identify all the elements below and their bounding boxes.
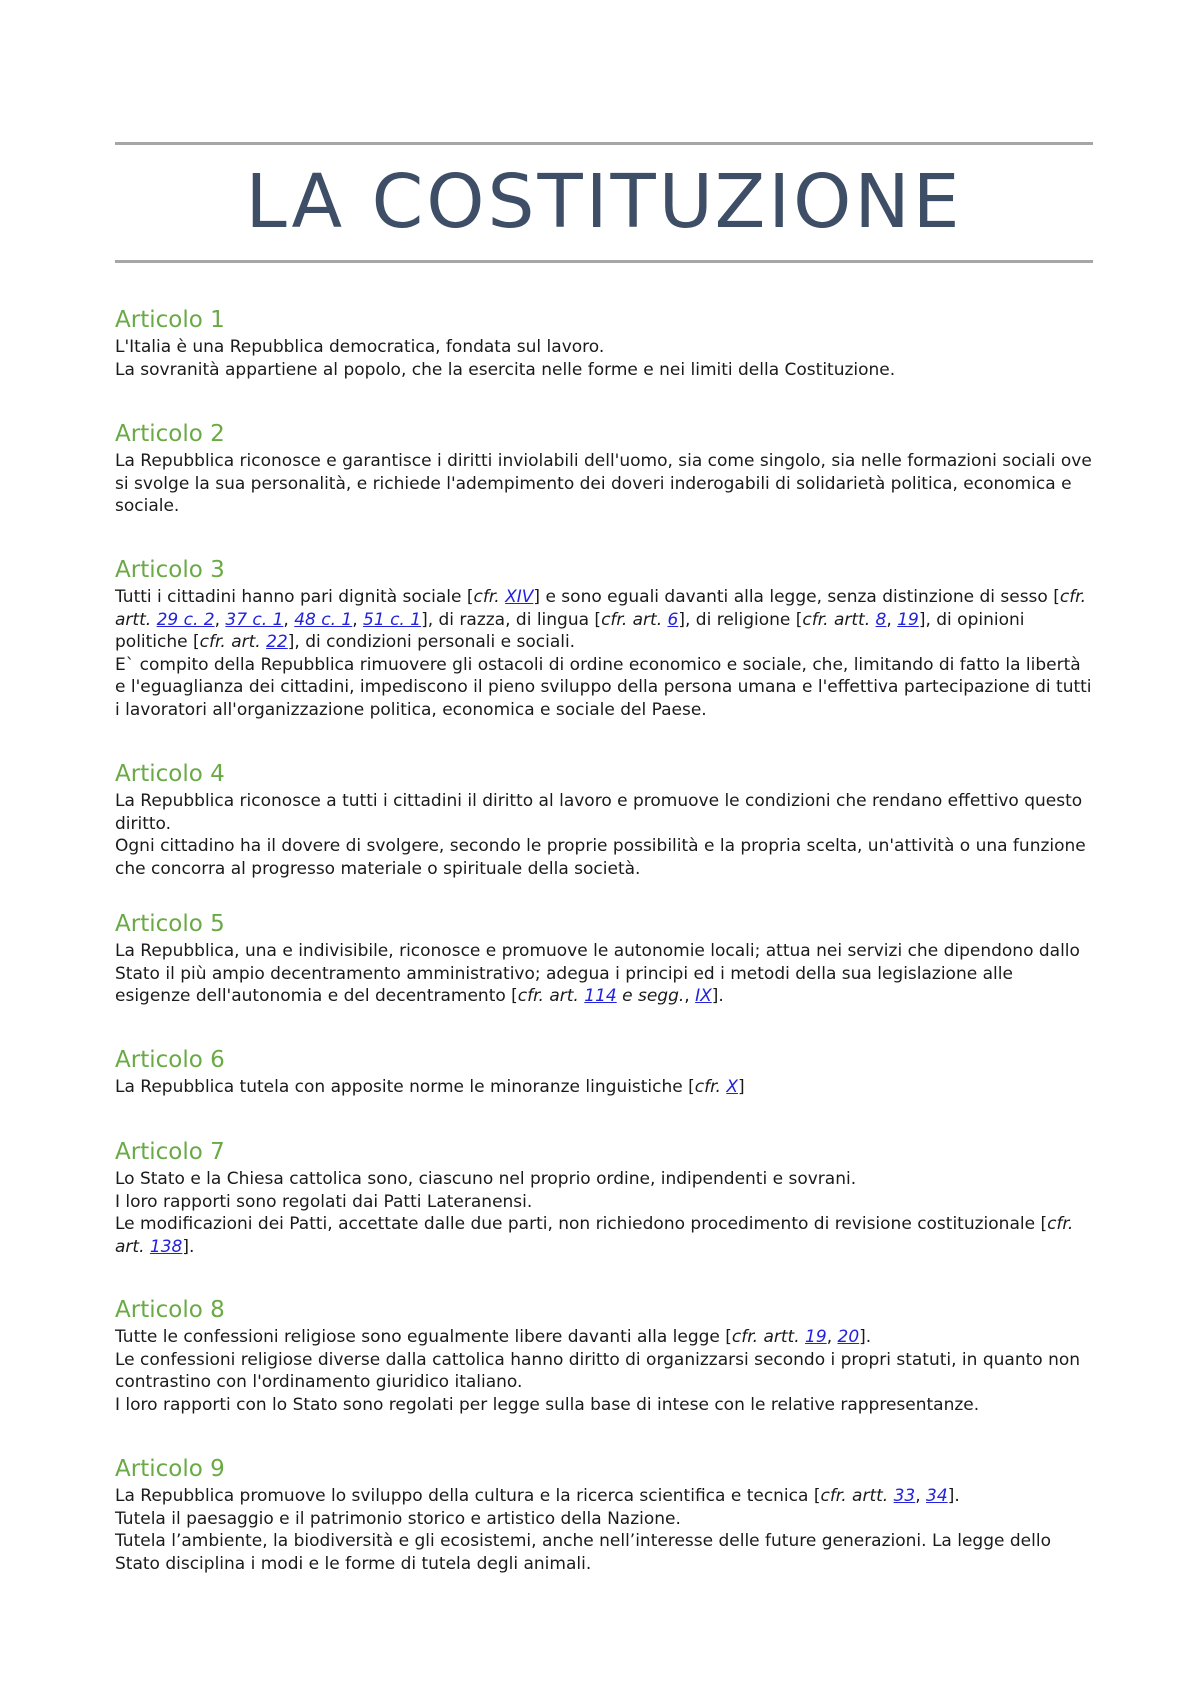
article-heading: Articolo 8 — [115, 1297, 225, 1323]
article-paragraph: L'Italia è una Repubblica democratica, fondata sul lavoro. — [115, 337, 605, 357]
article-8 — [115, 1294, 1093, 1416]
article-7 — [115, 1136, 1093, 1258]
article-4 — [115, 758, 1093, 880]
article-paragraph: I loro rapporti con lo Stato sono regolati per legge sulla base di intese con le relative rappresentanze. — [115, 1394, 980, 1415]
article-paragraph: Tutte le confessioni religiose sono egualmente libere davanti alla legge [cfr. artt. 19, 20]. — [115, 1327, 872, 1347]
title-bottom-rule — [115, 260, 1093, 263]
article-heading: Articolo 1 — [115, 307, 225, 333]
reference-link-art-19[interactable]: 19 — [897, 609, 919, 630]
article-paragraph: Tutti i cittadini hanno pari dignità sociale [cfr. XIV] e sono eguali davanti alla legge, senza distinzione di sesso [cfr. artt. 29 c. 2, 37 c. 1, 48 c. 1, 51 c. 1], di razza, di lingua [cfr. art. 6], di religione [cfr. artt. 8, 19], di opinioni politiche [cfr. art. 22], di condizioni personali e sociali. — [115, 587, 1087, 652]
reference-link-art-114[interactable]: 114 — [584, 986, 617, 1006]
article-heading: Articolo 3 — [115, 557, 225, 583]
article-paragraph: La sovranità appartiene al popolo, che la esercita nelle forme e nei limiti della Costituzione. — [115, 359, 896, 380]
article-paragraph: Ogni cittadino ha il dovere di svolgere, secondo le proprie possibilità e la propria scelta, un'attività o una funzione che concorra al progresso materiale o spirituale della società. — [115, 836, 1086, 879]
article-paragraph: La Repubblica riconosce e garantisce i diritti inviolabili dell'uomo, sia come singolo, sia nelle formazioni sociali ove si svolge la sua personalità, e richiede l'adempimento dei doveri inderogabili di solidarietà politica, economica e sociale. — [115, 451, 1092, 516]
reference-link-art-6[interactable]: 6 — [667, 609, 679, 630]
reference-link-art-34[interactable]: 34 — [926, 1486, 948, 1506]
reference-link-art-22[interactable]: 22 — [266, 632, 288, 652]
article-body — [115, 1168, 1093, 1258]
article-heading: Articolo 7 — [115, 1139, 225, 1165]
article-body — [115, 1485, 1093, 1575]
reference-link-art-33[interactable]: 33 — [893, 1486, 916, 1506]
article-paragraph: La Repubblica promuove lo sviluppo della cultura e la ricerca scientifica e tecnica [cfr. artt. 33, 34]. — [115, 1486, 960, 1506]
article-9 — [115, 1453, 1093, 1575]
article-paragraph: I loro rapporti sono regolati dai Patti Lateranensi. — [115, 1191, 533, 1212]
reference-link-art-51[interactable]: 51 c. 1 — [363, 609, 422, 630]
article-body — [115, 586, 1093, 721]
article-paragraph: La Repubblica riconosce a tutti i cittadini il diritto al lavoro e promuove le condizioni che rendano effettivo questo diritto. — [115, 791, 1083, 834]
article-6 — [115, 1044, 1093, 1099]
article-heading: Articolo 4 — [115, 761, 225, 787]
article-paragraph: Tutela l’ambiente, la biodiversità e gli ecosistemi, anche nell’interesse delle future generazioni. La legge dello Stato disciplina i modi e le forme di tutela degli animali. — [115, 1531, 1051, 1574]
article-paragraph: Le confessioni religiose diverse dalla cattolica hanno diritto di organizzarsi secondo i propri statuti, in quanto non contrastino con l'ordinamento giuridico italiano. — [115, 1349, 1081, 1392]
article-paragraph: E` compito della Repubblica rimuovere gli ostacoli di ordine economico e sociale, che, limitando di fatto la libertà e l'eguaglianza dei cittadini, impediscono il pieno sviluppo della persona umana e l'effettiva partecipazione di tutti i lavoratori all'organizzazione politica, economica e sociale del Paese. — [115, 654, 1092, 720]
article-body — [115, 790, 1093, 880]
article-heading: Articolo 5 — [115, 911, 225, 937]
article-paragraph: Lo Stato e la Chiesa cattolica sono, ciascuno nel proprio ordine, indipendenti e sovrani. — [115, 1169, 857, 1189]
reference-link-art-19[interactable]: 19 — [805, 1327, 827, 1347]
article-body — [115, 450, 1093, 518]
article-3 — [115, 554, 1093, 721]
article-body — [115, 336, 1093, 381]
reference-link-ix[interactable]: IX — [695, 986, 712, 1006]
article-5 — [115, 908, 1093, 1008]
reference-link-x[interactable]: X — [726, 1077, 739, 1097]
article-body — [115, 940, 1093, 1008]
article-heading: Articolo 9 — [115, 1456, 225, 1482]
article-2 — [115, 418, 1093, 518]
article-body — [115, 1076, 1093, 1099]
article-heading: Articolo 6 — [115, 1047, 225, 1073]
page-title: LA COSTITUZIONE — [245, 159, 963, 245]
title-top-rule — [115, 142, 1093, 145]
reference-link-art-37[interactable]: 37 c. 1 — [225, 609, 284, 630]
article-paragraph: Tutela il paesaggio e il patrimonio storico e artistico della Nazione. — [115, 1508, 681, 1529]
reference-link-art-8[interactable]: 8 — [875, 609, 887, 630]
article-1 — [115, 304, 1093, 381]
article-paragraph: Le modificazioni dei Patti, accettate dalle due parti, non richiedono procedimento di revisione costituzionale [cfr. art. 138]. — [115, 1214, 1074, 1257]
reference-link-art-20[interactable]: 20 — [837, 1327, 860, 1347]
article-paragraph: La Repubblica tutela con apposite norme le minoranze linguistiche [cfr. X] — [115, 1077, 745, 1097]
article-heading: Articolo 2 — [115, 421, 225, 447]
reference-link-xiv[interactable]: XIV — [505, 587, 534, 607]
reference-link-art-138[interactable]: 138 — [149, 1236, 183, 1257]
article-paragraph: La Repubblica, una e indivisibile, riconosce e promuove le autonomie locali; attua nei servizi che dipendono dallo Stato il più ampio decentramento amministrativo; adegua i principi ed i metodi della sua legislazione alle esigenze dell'autonomia e del decentramento [cfr. art. 114 e segg., IX]. — [115, 941, 1080, 1006]
article-body — [115, 1326, 1093, 1416]
reference-link-art-48[interactable]: 48 c. 1 — [294, 609, 353, 630]
reference-link-art-29[interactable]: 29 c. 2 — [156, 609, 215, 630]
